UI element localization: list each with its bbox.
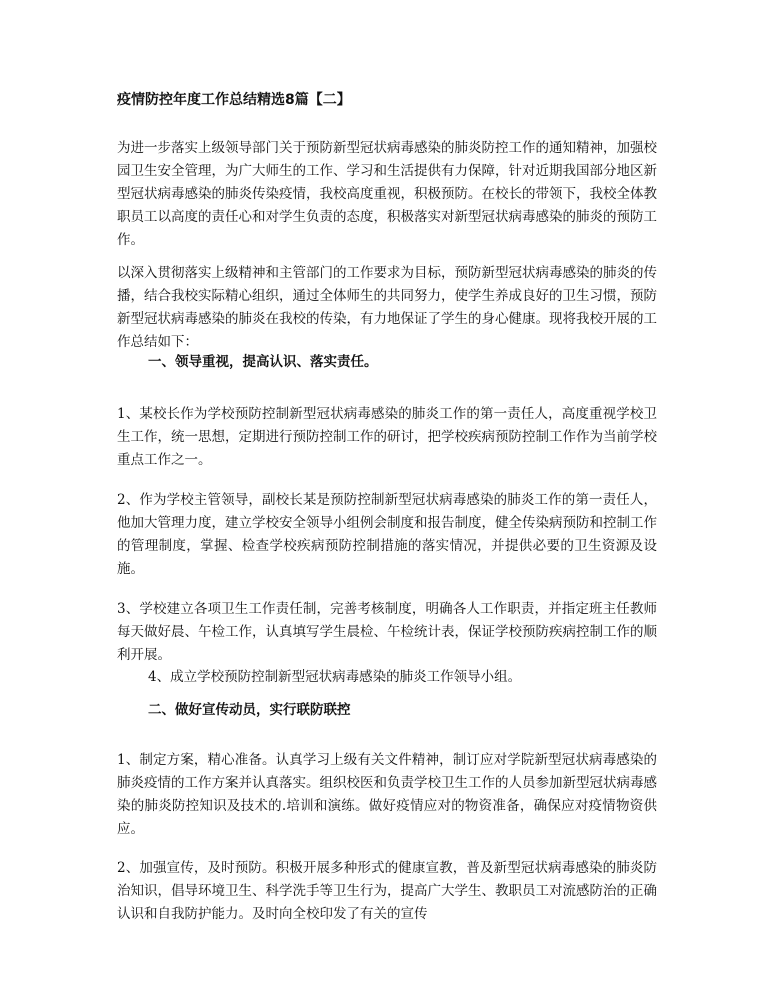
section-2-heading: 二、做好宣传动员，实行联防联控 [148, 702, 351, 718]
document-title: 疫情防控年度工作总结精选8篇【二】 [117, 92, 351, 108]
section-2-item-2: 2、加强宣传，及时预防。积极开展多种形式的健康宣教，普及新型冠状病毒感染的肺炎防治知识，倡导环境卫生、科学洗手等卫生行为，提高广大学生、教职员工对流感防治的正确认识和自我防护能力。及时向全校印发了有关的宣传 [117, 860, 657, 922]
section-1-item-1: 1、某校长作为学校预防控制新型冠状病毒感染的肺炎工作的第一责任人，高度重视学校卫生工作，统一思想，定期进行预防控制工作的研讨，把学校疾病预防控制工作作为当前学校重点工作之一。 [117, 406, 657, 468]
intro-paragraph-1: 为进一步落实上级领导部门关于预防新型冠状病毒感染的肺炎防控工作的通知精神，加强校园卫生安全管理，为广大师生的工作、学习和生活提供有力保障，针对近期我国部分地区新型冠状病毒感染的肺炎传染疫情，我校高度重视，积极预防。在校长的带领下，我校全体教职员工以高度的责任心和对学生负责的态度，积极落实对新型冠状病毒感染的肺炎的预防工作。 [117, 140, 657, 248]
section-1-item-4: 4、成立学校预防控制新型冠状病毒感染的肺炎工作领导小组。 [148, 669, 522, 685]
section-2-item-1: 1、制定方案，精心准备。认真学习上级有关文件精神，制订应对学院新型冠状病毒感染的肺炎疫情的工作方案并认真落实。组织校医和负责学校卫生工作的人员参加新型冠状病毒感染的肺炎防控知识及技术的.培训和演练。做好疫情应对的物资准备，确保应对疫情物资供应。 [117, 752, 657, 837]
intro-paragraph-2: 以深入贯彻落实上级精神和主管部门的工作要求为目标，预防新型冠状病毒感染的肺炎的传播，结合我校实际精心组织，通过全体师生的共同努力，使学生养成良好的卫生习惯，预防新型冠状病毒感染的肺炎在我校的传染，有力地保证了学生的身心健康。现将我校开展的工作总结如下： [117, 265, 657, 350]
section-1-heading: 一、领导重视，提高认识、落实责任。 [148, 354, 378, 370]
section-1-item-2: 2、作为学校主管领导，副校长某是预防控制新型冠状病毒感染的肺炎工作的第一责任人，他加大管理力度，建立学校安全领导小组例会制度和报告制度，健全传染病预防和控制工作的管理制度，掌握、检查学校疾病预防控制措施的落实情况，并提供必要的卫生资源及设施。 [117, 492, 657, 577]
section-1-item-3: 3、学校建立各项卫生工作责任制，完善考核制度，明确各人工作职责，并指定班主任教师每天做好晨、午检工作，认真填写学生晨检、午检统计表，保证学校预防疾病控制工作的顺利开展。 [117, 601, 657, 663]
